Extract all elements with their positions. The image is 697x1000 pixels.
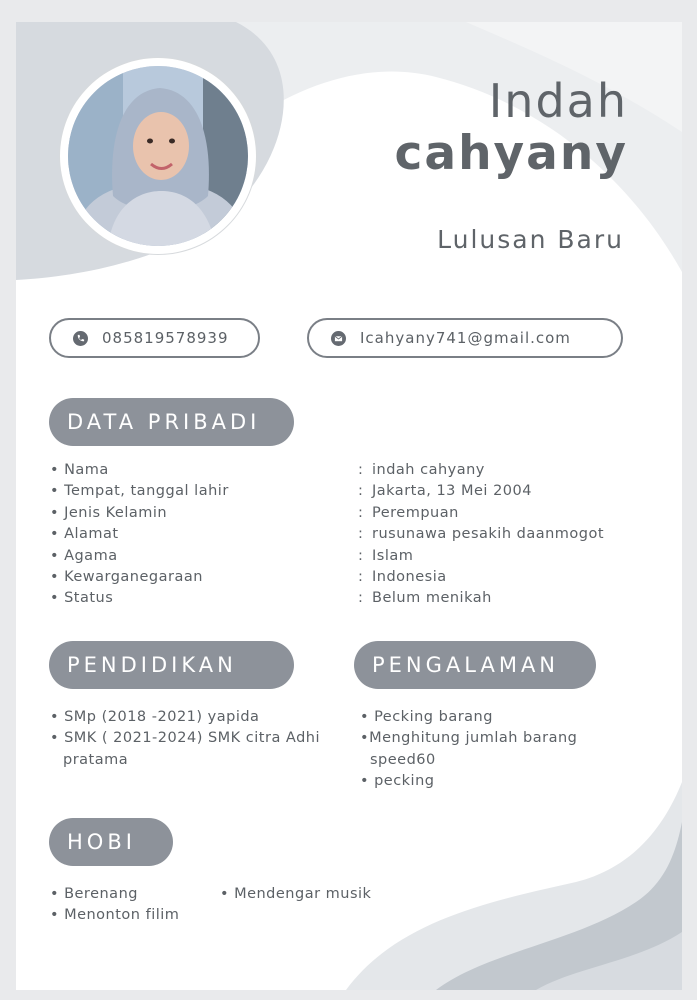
phone-icon — [73, 331, 88, 346]
value-row: : Perempuan — [358, 504, 459, 521]
personal-labels — [50, 460, 229, 610]
section-pendidikan — [49, 641, 294, 689]
hobby-list-right — [220, 884, 371, 905]
experience-item: •Menghitung jumlah barang — [360, 730, 578, 747]
section-title: DATA PRIBADI — [67, 410, 261, 434]
value-status: Belum menikah — [372, 590, 492, 607]
profile-photo-frame — [60, 58, 256, 254]
experience-item-continuation: speed60 — [370, 751, 436, 768]
value-row: : Jakarta, 13 Mei 2004 — [358, 483, 532, 500]
section-data-pribadi — [49, 398, 294, 446]
value-row: : Belum menikah — [358, 590, 492, 607]
phone-number: 085819578939 — [102, 329, 229, 347]
last-name: cahyany — [394, 126, 628, 181]
email-pill[interactable] — [307, 318, 623, 358]
section-hobi — [49, 818, 173, 866]
email-address: Icahyany741@gmail.com — [360, 329, 571, 347]
hobby-list-left — [50, 884, 179, 927]
label-ttl: • Tempat, tanggal lahir — [50, 481, 229, 502]
hobby-item: • Mendengar musik — [220, 884, 371, 905]
value-row: : Islam — [358, 547, 414, 564]
label-jenis-kelamin: • Jenis Kelamin — [50, 503, 229, 524]
first-name: Indah — [488, 74, 628, 128]
value-jenis-kelamin: Perempuan — [372, 504, 459, 521]
value-nama: indah cahyany — [372, 462, 485, 478]
profile-photo — [68, 66, 248, 246]
education-item-continuation: pratama — [63, 751, 129, 768]
section-title: PENDIDIKAN — [67, 653, 237, 677]
label-status: • Status — [50, 588, 229, 609]
label-alamat: • Alamat — [50, 524, 229, 545]
section-title: PENGALAMAN — [372, 653, 560, 677]
section-title: HOBI — [67, 830, 136, 854]
value-agama: Islam — [372, 547, 414, 564]
role-title: Lulusan Baru — [437, 225, 624, 254]
label-nama: • Nama — [50, 460, 229, 481]
education-item: • SMp (2018 -2021) yapida — [50, 707, 320, 728]
experience-item-text: Menghitung jumlah barang — [369, 730, 578, 747]
cv-page — [16, 22, 682, 990]
value-kewarganegaraan: Indonesia — [372, 569, 447, 586]
experience-list — [360, 707, 577, 793]
education-list — [50, 707, 320, 771]
value-alamat: rusunawa pesakih daanmogot — [372, 526, 605, 543]
personal-values — [358, 460, 604, 610]
section-pengalaman — [354, 641, 596, 689]
hobby-item: • Menonton filim — [50, 905, 179, 926]
education-item: • SMK ( 2021-2024) SMK citra Adhi — [50, 728, 320, 749]
value-row: : indah cahyany — [358, 462, 485, 478]
label-kewarganegaraan: • Kewarganegaraan — [50, 567, 229, 588]
mail-icon — [331, 331, 346, 346]
value-row: : rusunawa pesakih daanmogot — [358, 526, 605, 543]
experience-item: • pecking — [360, 771, 577, 792]
phone-pill[interactable] — [49, 318, 260, 358]
value-row: : Indonesia — [358, 569, 447, 586]
value-ttl: Jakarta, 13 Mei 2004 — [372, 483, 532, 500]
hobby-item: • Berenang — [50, 884, 179, 905]
label-agama: • Agama — [50, 546, 229, 567]
experience-item: • Pecking barang — [360, 707, 577, 728]
